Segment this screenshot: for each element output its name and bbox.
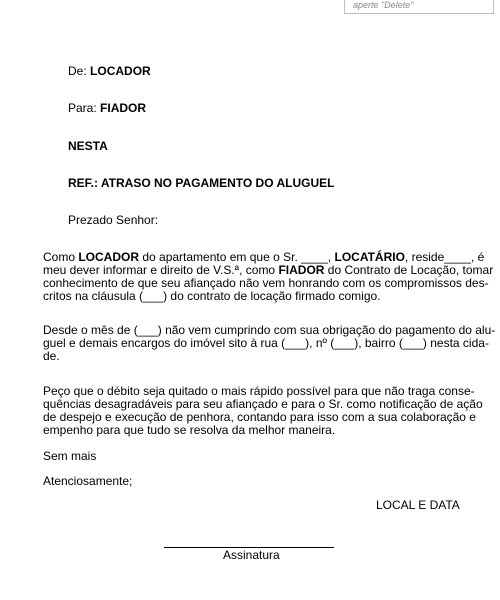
to-value: FIADOR (100, 101, 147, 115)
paragraph-2-line-2: guel e demais encargos do imóvel sito à rua (___), nº (___), bairro (___) nesta cida- (43, 336, 489, 350)
paragraph-1-line-3: conhecimento de que seu afiançado não vem honrando com os compromissos des- (43, 276, 489, 290)
paragraph-1-line-1: Como LOCADOR do apartamento em que o Sr. ____, LOCATÁRIO, reside____, é (43, 250, 485, 264)
signature-label (223, 548, 280, 562)
paragraph-2-line-1: Desde o mês de (___) não vem cumprindo com sua obrigação do pagamento do alu- (43, 323, 496, 337)
from-label: De: (68, 64, 87, 78)
signature-text: Assinatura (223, 548, 280, 562)
paragraph-1-line-4: critos na cláusula (___) do contrato de locação firmado comigo. (43, 289, 381, 303)
greeting-text: Prezado Senhor: (68, 213, 159, 227)
paragraph-1-line-2: meu dever informar e direito de V.S.ª, como FIADOR do Contrato de Locação, tomar (43, 263, 494, 277)
paragraph-3 (43, 384, 483, 437)
from-value: LOCADOR (90, 64, 151, 78)
local-date (376, 498, 460, 512)
local-date-text: LOCAL E DATA (376, 498, 460, 512)
paragraph-3-line-1: Peço que o débito seja quitado o mais rápido possível para que não traga conse- (43, 384, 475, 398)
sem-mais (43, 449, 96, 463)
paragraph-2 (43, 323, 496, 363)
reference-line (68, 176, 334, 190)
from-line (68, 64, 151, 78)
paragraph-2-line-3: de. (43, 349, 60, 363)
paragraph-1 (43, 250, 494, 303)
instruction-note (344, 0, 494, 14)
paragraph-3-line-3: de despejo e execução de penhora, contando para isso com a sua colaboração e (43, 410, 476, 424)
nesta-text: NESTA (68, 139, 108, 153)
paragraph-3-line-4: empenho para que tudo se resolva da melhor maneira. (43, 423, 336, 437)
closing (43, 474, 132, 488)
greeting (68, 213, 158, 227)
closing-text: Atenciosamente; (43, 474, 133, 488)
reference-text: REF.: ATRASO NO PAGAMENTO DO ALUGUEL (68, 176, 335, 190)
sem-mais-text: Sem mais (43, 449, 97, 463)
instruction-note-line-2: aperte "Delete" (353, 0, 414, 10)
to-line (68, 101, 146, 115)
to-label: Para: (68, 101, 97, 115)
nesta-line (68, 139, 108, 153)
paragraph-3-line-2: quências desagradáveis para seu afiançado e para o Sr. como notificação de ação (43, 397, 483, 411)
